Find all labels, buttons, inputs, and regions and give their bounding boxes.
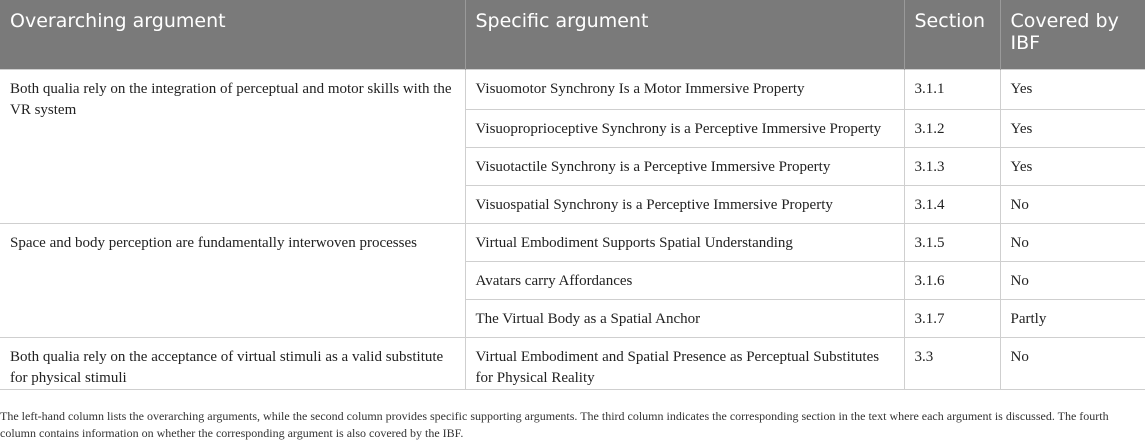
covered-cell: Partly — [1000, 299, 1145, 337]
specific-cell: Virtual Embodiment and Spatial Presence as Perceptual Substitutes for Physical Reality — [465, 337, 904, 389]
section-cell: 3.1.3 — [904, 147, 1000, 185]
table-header-row — [0, 0, 1145, 69]
specific-cell: Visuoproprioceptive Synchrony is a Perceptive Immersive Property — [465, 109, 904, 147]
table-footnote: The left-hand column lists the overarching arguments, while the second column provides specific supporting arguments. The third column indicates the corresponding section in the text where each argument is discussed. The fourth column contains information on whether the corresponding argument is also covered by the IBF. — [0, 409, 1109, 440]
covered-cell: Yes — [1000, 69, 1145, 109]
header-overarching: Overarching argument — [0, 0, 465, 69]
covered-cell: No — [1000, 185, 1145, 223]
specific-cell: Visuotactile Synchrony is a Perceptive Immersive Property — [465, 147, 904, 185]
table-row — [0, 69, 1145, 109]
table-row — [0, 337, 1145, 389]
overarching-cell: Both qualia rely on the integration of perceptual and motor skills with the VR system — [0, 69, 465, 223]
covered-cell: Yes — [1000, 109, 1145, 147]
specific-cell: Virtual Embodiment Supports Spatial Understanding — [465, 223, 904, 261]
covered-cell: No — [1000, 337, 1145, 389]
table-row — [0, 223, 1145, 261]
specific-cell: Visuomotor Synchrony Is a Motor Immersive Property — [465, 69, 904, 109]
section-cell: 3.1.7 — [904, 299, 1000, 337]
section-cell: 3.3 — [904, 337, 1000, 389]
section-cell: 3.1.6 — [904, 261, 1000, 299]
header-covered: Covered by IBF — [1000, 0, 1145, 69]
overarching-cell: Both qualia rely on the acceptance of virtual stimuli as a valid substitute for physical stimuli — [0, 337, 465, 389]
specific-cell: The Virtual Body as a Spatial Anchor — [465, 299, 904, 337]
specific-cell: Visuospatial Synchrony is a Perceptive Immersive Property — [465, 185, 904, 223]
header-specific: Specific argument — [465, 0, 904, 69]
specific-cell: Avatars carry Affordances — [465, 261, 904, 299]
section-cell: 3.1.5 — [904, 223, 1000, 261]
section-cell: 3.1.4 — [904, 185, 1000, 223]
section-cell: 3.1.1 — [904, 69, 1000, 109]
overarching-cell: Space and body perception are fundamentally interwoven processes — [0, 223, 465, 337]
header-section: Section — [904, 0, 1000, 69]
covered-cell: Yes — [1000, 147, 1145, 185]
covered-cell: No — [1000, 223, 1145, 261]
section-cell: 3.1.2 — [904, 109, 1000, 147]
covered-cell: No — [1000, 261, 1145, 299]
